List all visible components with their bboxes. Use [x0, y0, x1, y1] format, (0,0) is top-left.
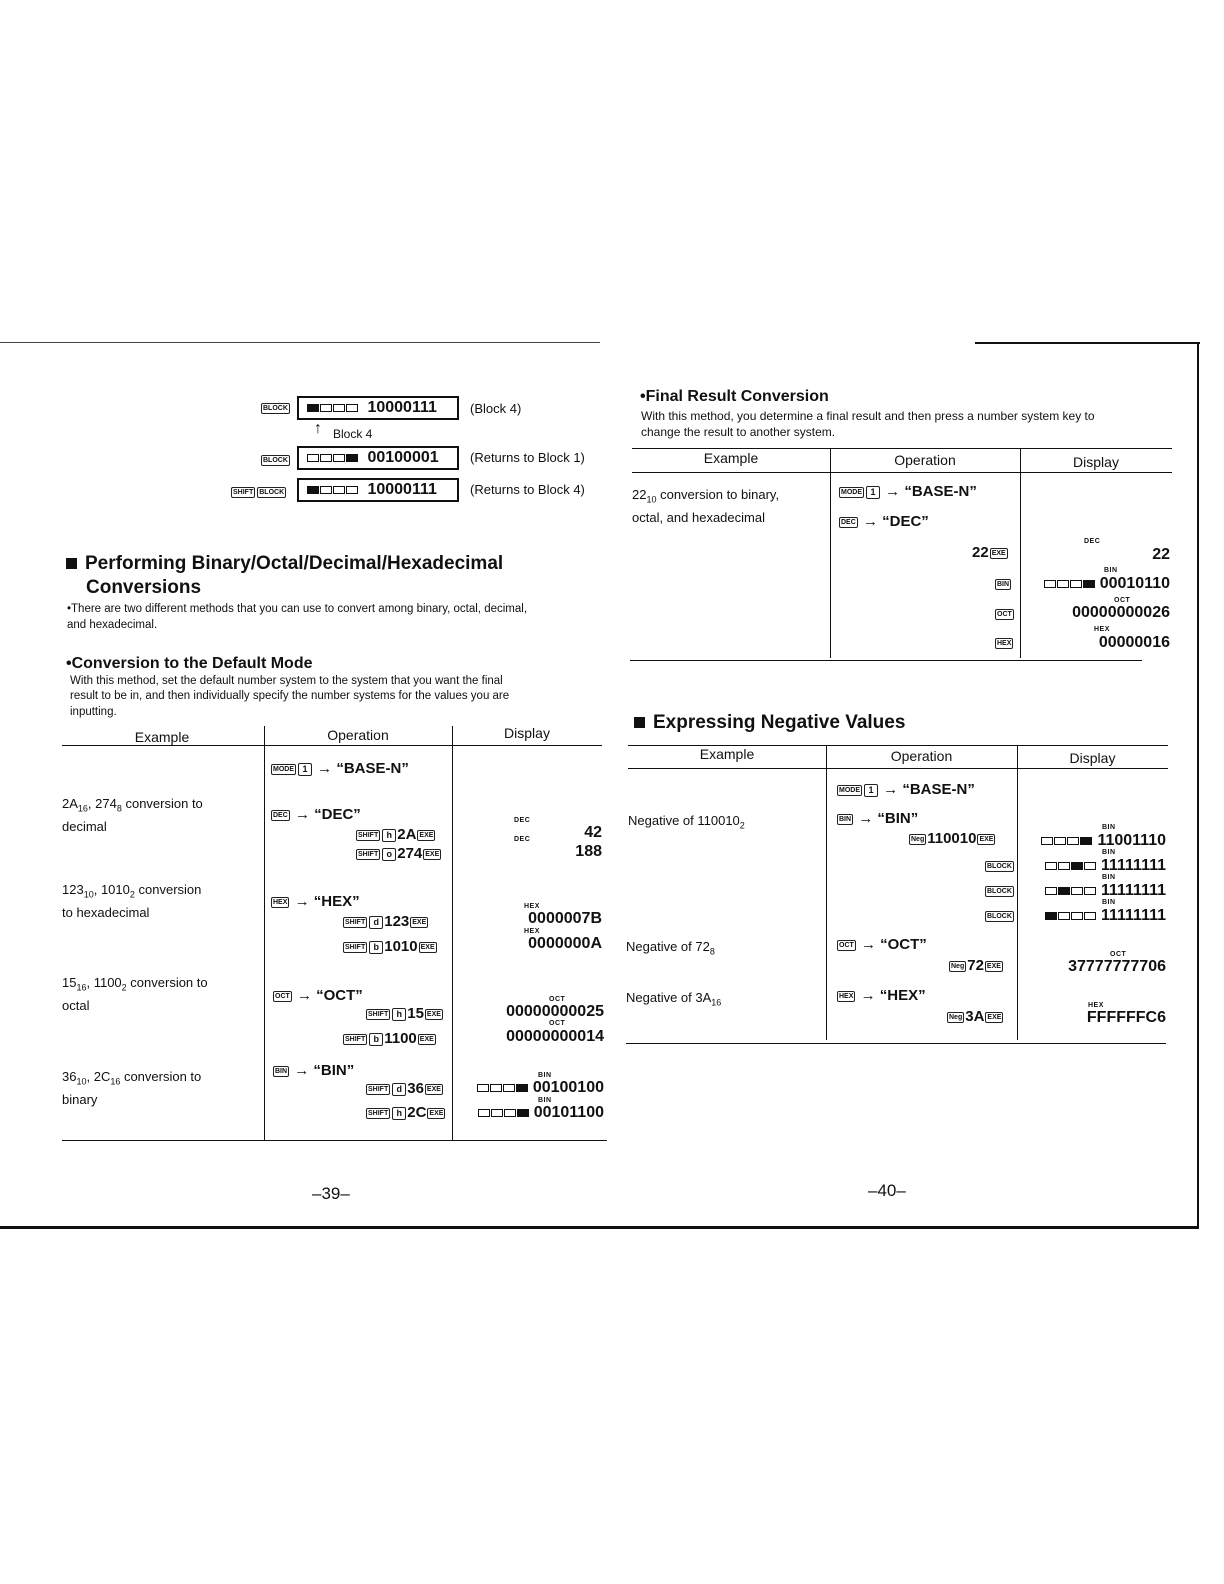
op-neg-3a: Neg 3A EXE	[949, 1008, 1002, 1025]
op-neg-110010: Neg 110010 EXE	[911, 830, 994, 847]
op-oct: OCT → “OCT”	[839, 936, 927, 953]
display-neg-bin: 11001110	[1024, 832, 1166, 850]
header-display: Display	[504, 725, 550, 741]
header-example: Example	[134, 729, 190, 745]
final-result-title: •Final Result Conversion	[640, 388, 829, 405]
display-bin-2c: 00101100	[464, 1104, 604, 1122]
header-operation: Operation	[327, 727, 389, 743]
op-input-1010: SHIFT b 1010 EXE	[345, 938, 435, 955]
example-4: $36_{10}$, $2C_{16}$ conversion to binary	[62, 1069, 202, 1107]
op-bin: BIN → “BIN”	[275, 1062, 355, 1079]
indicator-oct: OCT	[549, 996, 566, 1003]
hex-key: HEX	[997, 639, 1012, 647]
display-oct-14: 00000000014	[506, 1028, 604, 1045]
op-hex: HEX → “HEX”	[839, 987, 926, 1004]
op-dec: DEC → “DEC”	[273, 806, 361, 823]
page-number-left: –39–	[312, 1184, 350, 1203]
final-example: $22_{10}$ conversion to binary, octal, and hexadecimal	[632, 487, 780, 525]
display-0a: 0000000A	[528, 935, 602, 952]
indicator-oct: OCT	[1114, 597, 1131, 604]
display-oct-25: 00000000025	[506, 1003, 604, 1020]
subsection-title: •Conversion to the Default Mode	[66, 655, 313, 672]
page-number-right: –40–	[868, 1181, 906, 1200]
section-title: Performing Binary/Octal/Decimal/Hexadecimal	[66, 553, 503, 575]
display-block-1: 11111111	[1024, 907, 1166, 925]
op-input-2a: SHIFT h 2A EXE	[358, 826, 434, 843]
block-indicator	[307, 480, 359, 500]
op-hex: HEX → “HEX”	[273, 893, 360, 910]
block-note-3: (Returns to Block 4)	[470, 482, 585, 497]
lcd-display-2: 00100001	[297, 446, 459, 470]
negative-values-title: Expressing Negative Values	[634, 712, 905, 734]
neg-example-1: Negative of $110010_2$	[628, 813, 745, 831]
block-key: BLOCK	[987, 912, 1012, 920]
display-hex-16: 00000016	[1098, 634, 1170, 651]
block-note-1: (Block 4)	[470, 401, 522, 416]
header-operation: Operation	[894, 452, 956, 468]
op-bin: BIN → “BIN”	[839, 810, 919, 827]
shift-block-keys: SHIFT BLOCK	[233, 489, 285, 497]
indicator-dec: DEC	[514, 836, 531, 843]
final-result-text-1: With this method, you determine a final result and then press a number system key to	[641, 409, 1095, 423]
op-input-123: SHIFT d 123 EXE	[345, 913, 427, 930]
op-input-274: SHIFT o 274 EXE	[358, 845, 440, 862]
top-border-left	[0, 342, 600, 343]
op-dec: DEC → “DEC”	[841, 513, 929, 530]
intro-line-1: •There are two different methods that you can use to convert among binary, octal, decimal,	[67, 603, 528, 615]
indicator-dec: DEC	[1084, 538, 1101, 545]
block-arrow-icon: ↑	[314, 420, 322, 437]
indicator-oct: OCT	[1110, 951, 1127, 958]
subsection-text-3: inputting.	[70, 706, 117, 718]
bullet-square-icon	[634, 717, 645, 728]
bottom-border	[0, 1226, 1199, 1229]
indicator-bin: BIN	[1102, 824, 1116, 831]
header-display: Display	[1073, 454, 1119, 470]
indicator-oct: OCT	[549, 1020, 566, 1027]
op-input-22: 22 EXE	[972, 544, 1006, 561]
oct-key: OCT	[997, 610, 1012, 618]
lcd-display-3: 10000111	[297, 478, 459, 502]
subsection-text-1: With this method, set the default number system to the system that you want the final	[70, 675, 503, 687]
op-input-1100: SHIFT b 1100 EXE	[345, 1030, 434, 1047]
block4-label: Block 4	[333, 427, 373, 441]
op-input-36: SHIFT d 36 EXE	[368, 1080, 441, 1097]
indicator-bin: BIN	[538, 1072, 552, 1079]
header-example: Example	[699, 746, 755, 762]
subsection-text-2: result to be in, and then individually specify the number systems for the values you are	[70, 690, 510, 702]
indicator-bin: BIN	[1102, 874, 1116, 881]
block-indicator	[307, 448, 359, 468]
display-neg-hex: FFFFFFC6	[1086, 1009, 1166, 1026]
display-neg-oct: 37777777706	[1068, 958, 1166, 975]
display-42: 42	[584, 824, 602, 841]
display-7b: 0000007B	[528, 910, 602, 927]
op-base-n: MODE 1 → “BASE-N”	[273, 760, 409, 777]
indicator-dec: DEC	[514, 817, 531, 824]
indicator-hex: HEX	[1088, 1002, 1104, 1009]
display-bin-36: 00100100	[464, 1079, 604, 1097]
neg-example-2: Negative of $72_8$	[626, 939, 715, 957]
op-input-2c: SHIFT h 2C EXE	[368, 1104, 444, 1121]
indicator-bin: BIN	[538, 1097, 552, 1104]
right-border	[1197, 342, 1199, 1228]
op-input-15: SHIFT h 15 EXE	[368, 1005, 441, 1022]
top-border-right	[975, 342, 1200, 344]
bin-key: BIN	[997, 580, 1010, 588]
intro-line-2: and hexadecimal.	[67, 619, 158, 631]
example-2: $123_{10}$, $1010_2$ conversion to hexadecimal	[62, 882, 202, 920]
display-188: 188	[575, 843, 602, 860]
op-neg-72: Neg 72 EXE	[951, 957, 1001, 974]
example-1: $2A_{16}$, $274_8$ conversion to decimal	[62, 796, 203, 834]
op-base-n: MODE 1 → “BASE-N”	[841, 483, 977, 500]
indicator-bin: BIN	[1102, 849, 1116, 856]
display-oct-26: 00000000026	[1072, 604, 1170, 621]
op-base-n: MODE 1 → “BASE-N”	[839, 781, 975, 798]
indicator-hex: HEX	[524, 928, 540, 935]
block-note-2: (Returns to Block 1)	[470, 450, 585, 465]
header-example: Example	[703, 450, 759, 466]
block-indicator	[307, 398, 359, 418]
display-block-2: 11111111	[1024, 882, 1166, 900]
block-key: BLOCK	[987, 862, 1012, 870]
lcd-display-1: 10000111	[297, 396, 459, 420]
block-key: BLOCK	[263, 457, 288, 465]
section-title-cont: Conversions	[86, 577, 202, 598]
indicator-hex: HEX	[1094, 626, 1110, 633]
header-display: Display	[1069, 750, 1116, 766]
display-22: 22	[1152, 546, 1170, 563]
example-3: $15_{16}$, $1100_2$ conversion to octal	[62, 975, 208, 1013]
block-key: BLOCK	[263, 405, 288, 413]
neg-example-3: Negative of $3A_{16}$	[626, 990, 722, 1008]
block-key: BLOCK	[987, 887, 1012, 895]
final-result-text-2: change the result to another system.	[641, 425, 836, 439]
indicator-bin: BIN	[1102, 899, 1116, 906]
bullet-square-icon	[66, 558, 77, 569]
op-oct: OCT → “OCT”	[275, 987, 363, 1004]
display-bin-22: 00010110	[1026, 575, 1170, 593]
indicator-hex: HEX	[524, 903, 540, 910]
indicator-bin: BIN	[1104, 567, 1118, 574]
display-block-3: 11111111	[1024, 857, 1166, 875]
header-operation: Operation	[890, 748, 953, 764]
